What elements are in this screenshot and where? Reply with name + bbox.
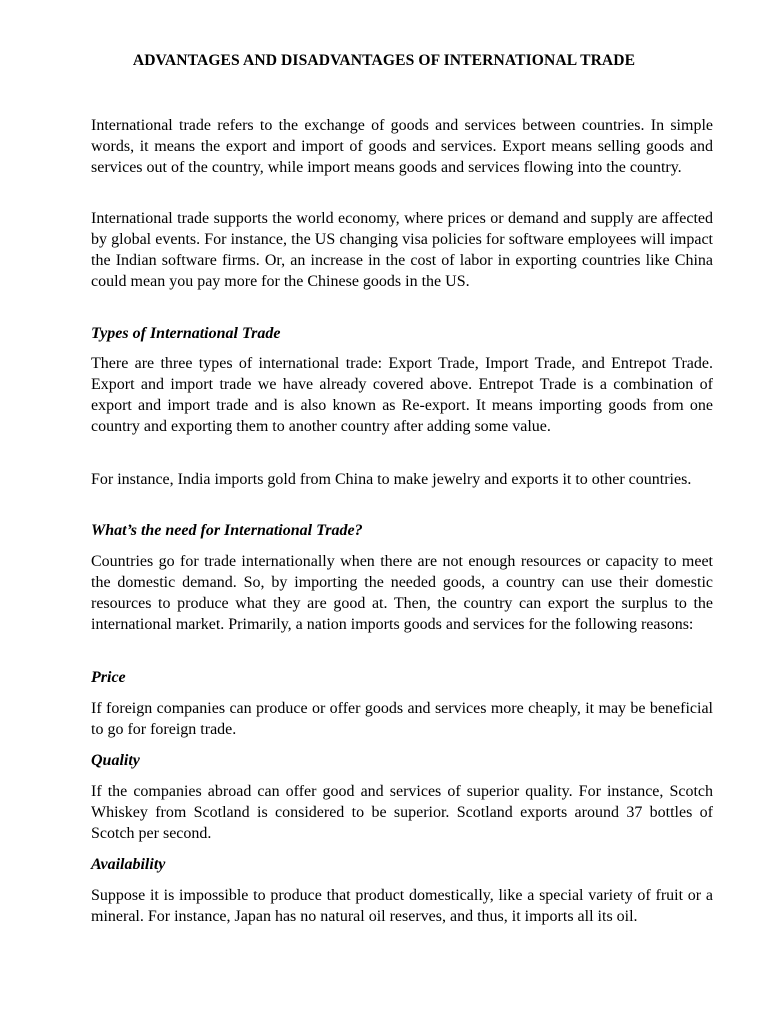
document-title: ADVANTAGES AND DISADVANTAGES OF INTERNATIONAL TRADE	[132, 52, 636, 69]
paragraph-intro-2: International trade supports the world economy, where prices or demand and supply are affected by global events. For instance, the US changing visa policies for software employees will impact the Indian software firms. Or, an increase in the cost of labor in exporting countries like China could mean you pay more for the Chinese goods in the US.	[91, 210, 713, 290]
paragraph-price-1: If foreign companies can produce or offer goods and services more cheaply, it may be beneficial to go for foreign trade.	[91, 700, 713, 738]
paragraph-types-1: There are three types of international trade: Export Trade, Import Trade, and Entrepot Trade. Export and import trade we have already covered above. Entrepot Trade is a combination of export and import trade and is also known as Re-export. It means importing goods from one country and exporting them to another country after adding some value.	[91, 355, 713, 435]
paragraph-types-2: For instance, India imports gold from China to make jewelry and exports it to other countries.	[91, 471, 692, 488]
paragraph-quality-1: If the companies abroad can offer good and services of superior quality. For instance, Scotch Whiskey from Scotland is considered to be superior. Scotland exports around 37 bottles of Scotch per second.	[91, 783, 713, 842]
paragraph-availability-1: Suppose it is impossible to produce that product domestically, like a special variety of fruit or a mineral. For instance, Japan has no natural oil reserves, and thus, it imports all its oil.	[91, 887, 713, 925]
heading-need: What’s the need for International Trade?	[91, 522, 363, 539]
paragraph-intro-1: International trade refers to the exchange of goods and services between countries. In simple words, it means the export and import of goods and services. Export means selling goods and services out of the country, while import means goods and services flowing into the country.	[91, 117, 713, 176]
heading-types: Types of International Trade	[91, 325, 281, 342]
heading-quality: Quality	[91, 752, 140, 769]
paragraph-need-1: Countries go for trade internationally when there are not enough resources or capacity to meet the domestic demand. So, by importing the needed goods, a country can use their domestic resources to produce what they are good at. Then, the country can export the surplus to the international market. Primarily, a nation imports goods and services for the following reasons:	[91, 553, 713, 633]
heading-availability: Availability	[91, 856, 166, 873]
heading-price: Price	[91, 669, 126, 686]
